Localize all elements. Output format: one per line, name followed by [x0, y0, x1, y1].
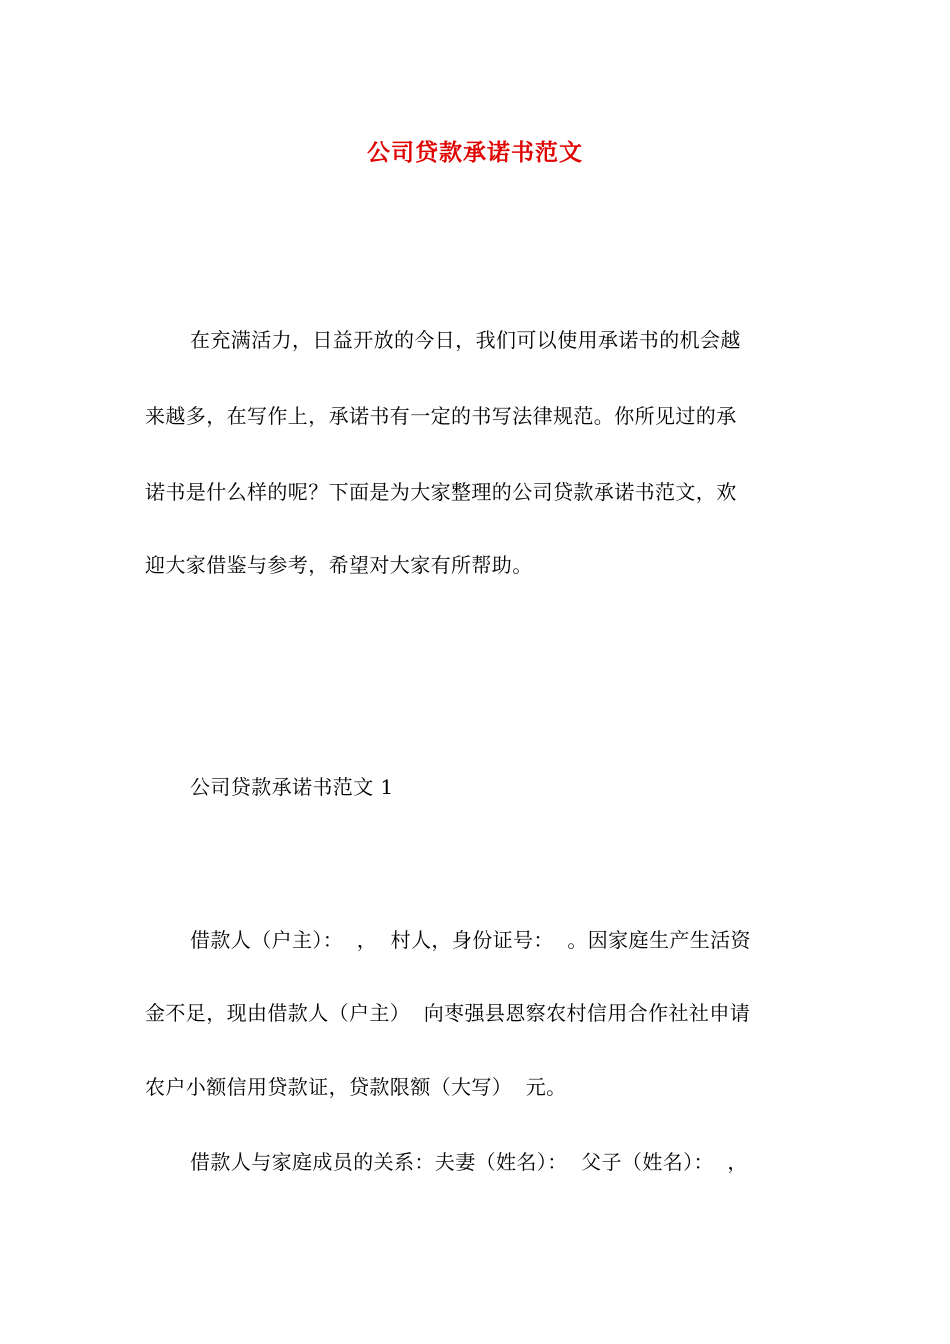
body-line-1: 借款人（户主）： ， 村人，身份证号： 。因家庭生产生活资 [190, 928, 751, 952]
document-title: 公司贷款承诺书范文 [367, 140, 583, 166]
intro-line-2: 来越多，在写作上，承诺书有一定的书写法律规范。你所见过的承 [145, 404, 737, 428]
body-line-2: 金不足，现由借款人（户主） 向枣强县恩察农村信用合作社社申请 [145, 1001, 751, 1025]
section-heading: 公司贷款承诺书范文 1 [190, 775, 394, 799]
intro-line-4: 迎大家借鉴与参考，希望对大家有所帮助。 [145, 553, 533, 577]
intro-line-1: 在充满活力，日益开放的今日，我们可以使用承诺书的机会越 [190, 328, 741, 352]
body-line-4: 借款人与家庭成员的关系：夫妻（姓名）： 父子（姓名）： ， [190, 1150, 748, 1174]
intro-line-3: 诺书是什么样的呢？下面是为大家整理的公司贷款承诺书范文，欢 [145, 480, 737, 504]
body-line-3: 农户小额信用贷款证，贷款限额（大写） 元。 [145, 1075, 567, 1099]
